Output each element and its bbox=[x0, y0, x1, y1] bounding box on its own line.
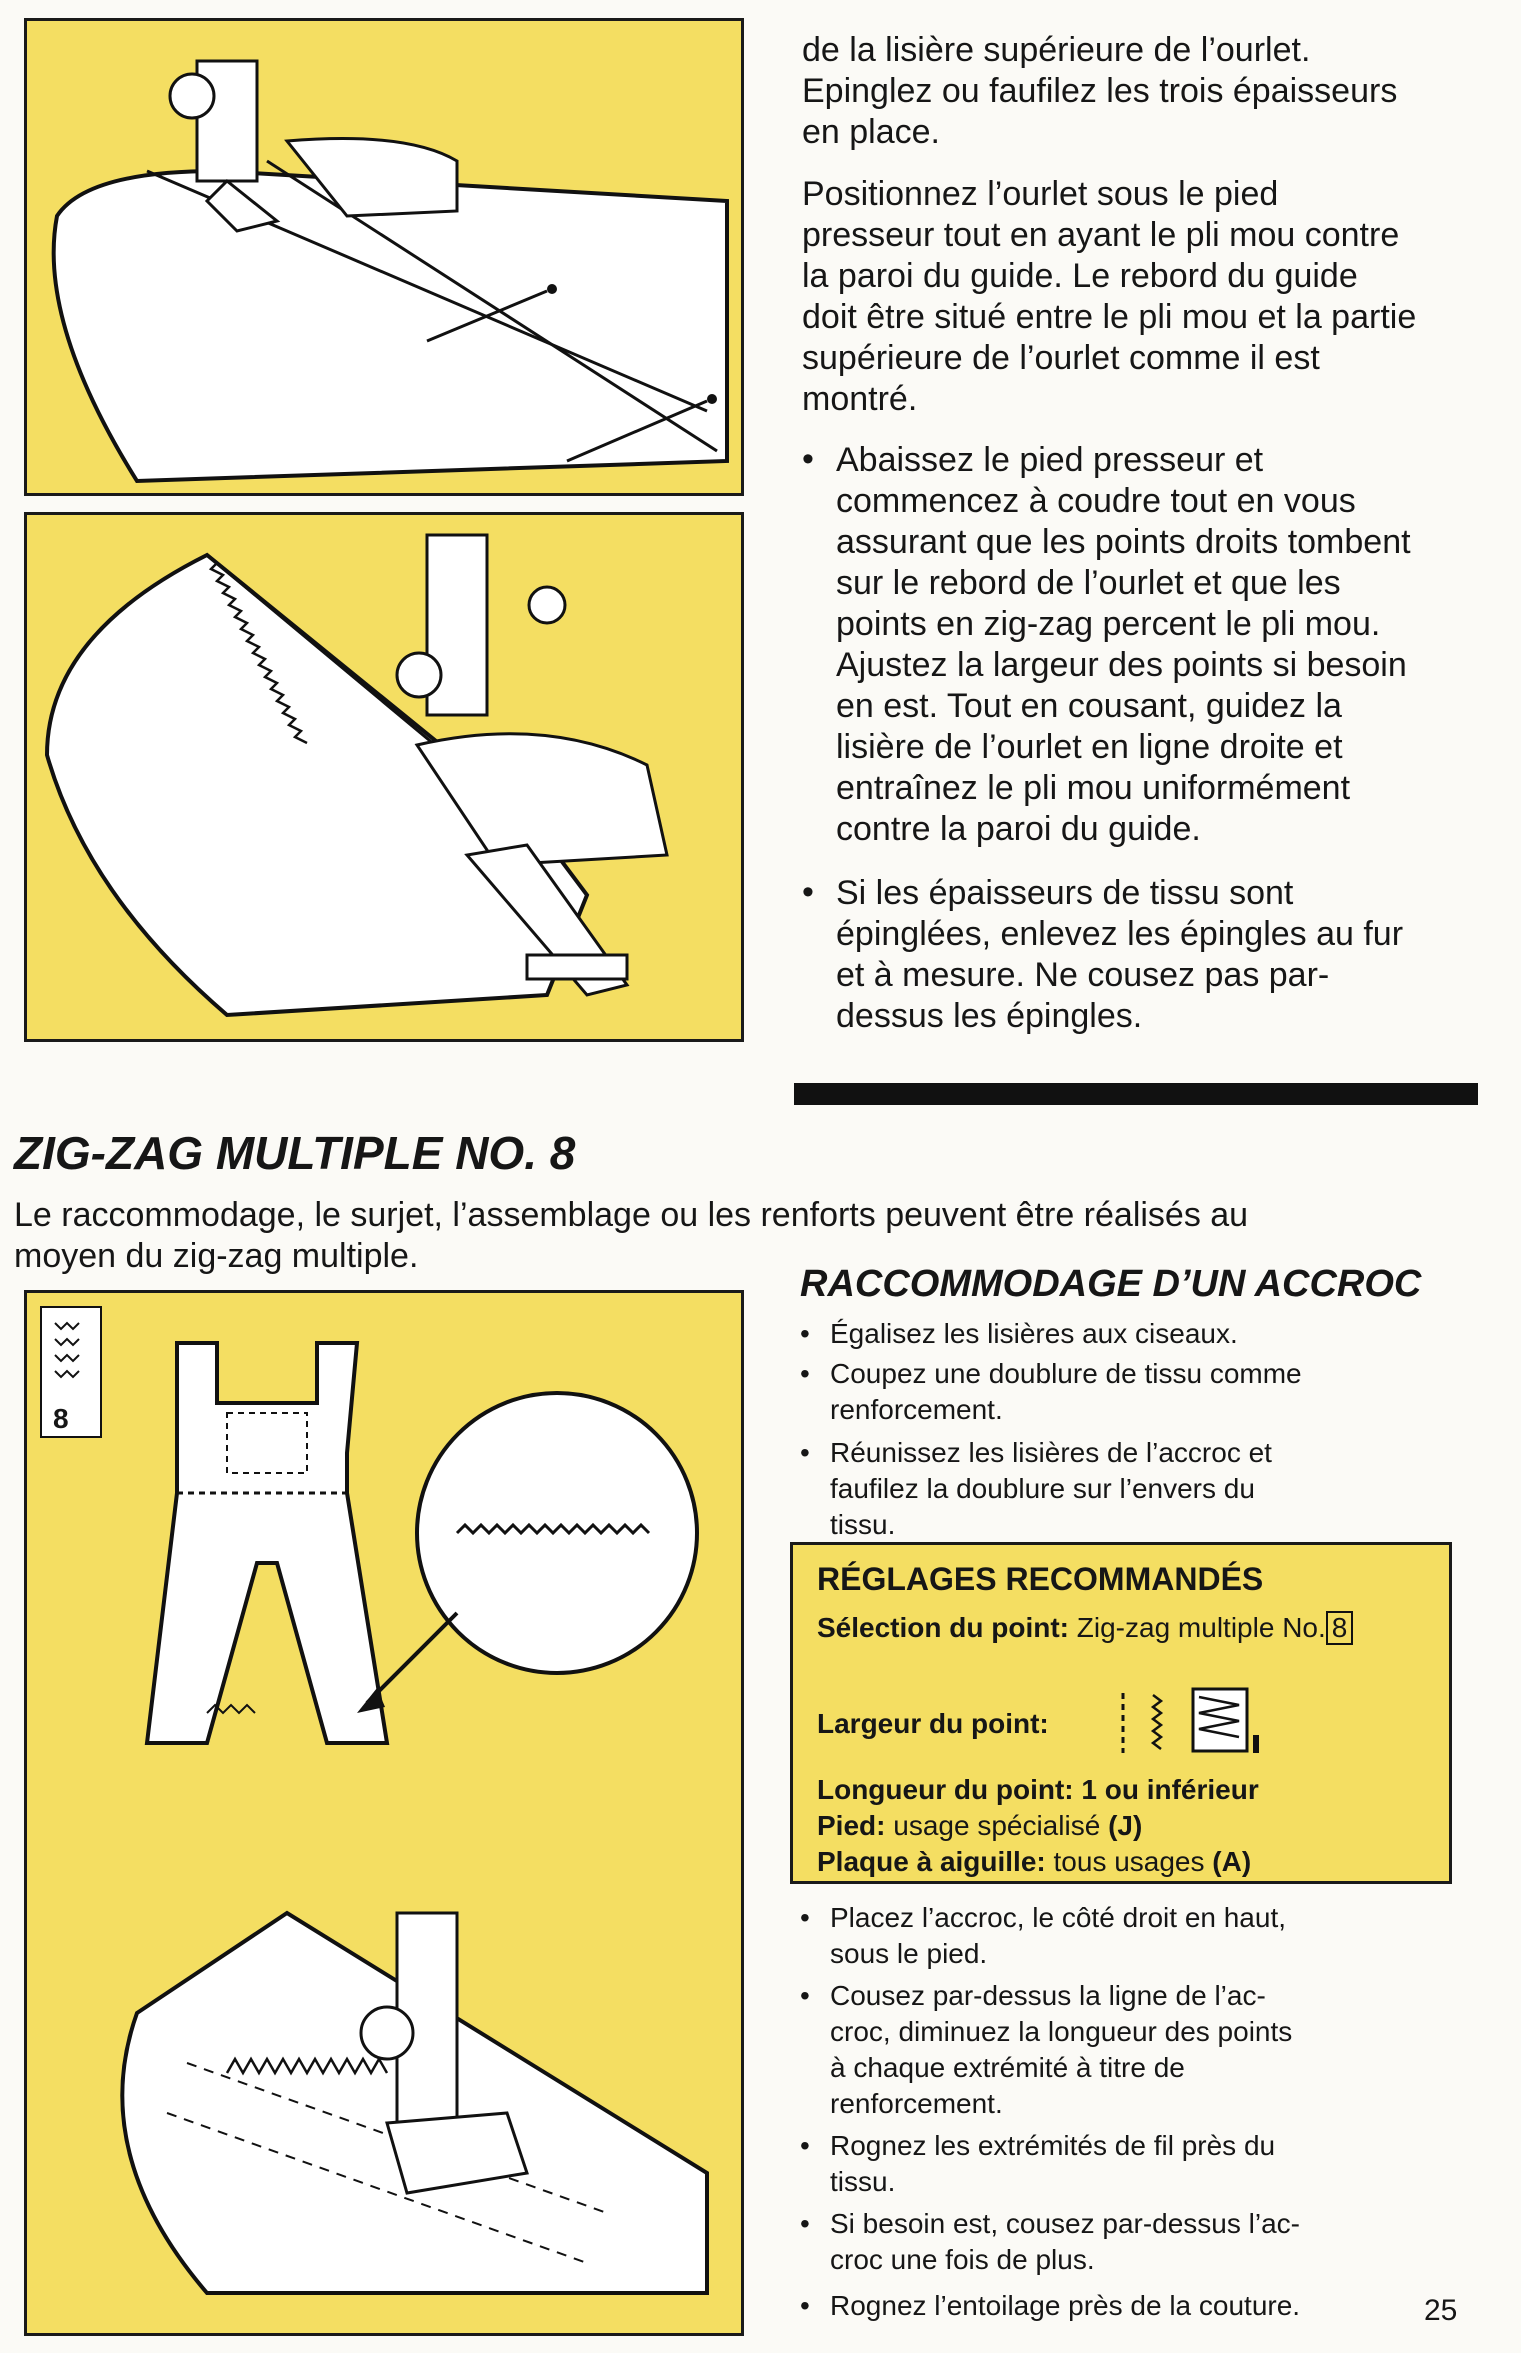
text-line: Cousez par-dessus la ligne de l’ac- bbox=[830, 1980, 1266, 2011]
settings-number: 8 bbox=[1326, 1611, 1354, 1645]
text-line: doit être situé entre le pli mou et la partie bbox=[802, 298, 1417, 336]
bullet-icon: • bbox=[800, 2290, 810, 2321]
settings-width-label: Largeur du point: bbox=[817, 1708, 1049, 1739]
hem-guide-drawing bbox=[27, 21, 741, 493]
text-line: Ajustez la largeur des points si besoin bbox=[836, 646, 1407, 684]
text-line: Placez l’accroc, le côté droit en haut, bbox=[830, 1902, 1287, 1933]
text-line: supérieure de l’ourlet comme il est bbox=[802, 339, 1320, 377]
text-line: Epinglez ou faufilez les trois épaisseurs bbox=[802, 72, 1398, 110]
settings-value: tous usages bbox=[1053, 1846, 1205, 1877]
text-line: Positionnez l’ourlet sous le pied bbox=[802, 175, 1279, 213]
text-line: entraînez le pli mou uniformément bbox=[836, 769, 1351, 807]
section-divider bbox=[794, 1083, 1478, 1105]
text-line: de la lisière supérieure de l’ourlet. bbox=[802, 31, 1311, 69]
text-line: en place. bbox=[802, 113, 940, 151]
settings-label: Plaque à aiguille: bbox=[817, 1846, 1046, 1877]
settings-title: RÉGLAGES RECOMMANDÉS bbox=[817, 1561, 1264, 1597]
text-line: presseur tout en ayant le pli mou contre bbox=[802, 216, 1400, 254]
settings-label: Pied: bbox=[817, 1810, 886, 1841]
text-line: montré. bbox=[802, 380, 918, 418]
settings-code: (J) bbox=[1108, 1810, 1143, 1841]
text-line: sous le pied. bbox=[830, 1938, 988, 1969]
text-line: la paroi du guide. Le rebord du guide bbox=[802, 257, 1358, 295]
text-line: croc une fois de plus. bbox=[830, 2244, 1095, 2275]
text-line: Rognez l’entoilage près de la couture. bbox=[830, 2290, 1301, 2321]
bullet-icon: • bbox=[800, 2208, 810, 2239]
text-line: tissu. bbox=[830, 1509, 896, 1540]
step-item bbox=[800, 1978, 1480, 2122]
settings-code: (A) bbox=[1212, 1846, 1252, 1877]
text-line: contre la paroi du guide. bbox=[836, 810, 1201, 848]
accroc-bullet bbox=[800, 1435, 1480, 1543]
text-line: et à mesure. Ne cousez pas par- bbox=[836, 956, 1330, 994]
text-line: dessus les épingles. bbox=[836, 997, 1143, 1035]
illustration-hem-guide bbox=[24, 18, 744, 496]
accroc-bullet bbox=[800, 1316, 1480, 1352]
bullet-icon: • bbox=[802, 440, 814, 478]
text-line: lisière de l’ourlet en ligne droite et bbox=[836, 728, 1343, 766]
text-line: points en zig-zag percent le pli mou. bbox=[836, 605, 1381, 643]
text-line: renforcement. bbox=[830, 2088, 1003, 2119]
stitch-badge-number: 8 bbox=[53, 1403, 69, 1434]
text-line: Abaissez le pied presseur et bbox=[836, 441, 1264, 479]
text-line: Coupez une doublure de tissu comme bbox=[830, 1358, 1302, 1389]
overalls-drawing bbox=[27, 1293, 741, 2333]
bullet-icon: • bbox=[800, 1437, 810, 1468]
bullet-icon: • bbox=[800, 1318, 810, 1349]
settings-value: Zig-zag multiple No. bbox=[1076, 1612, 1326, 1643]
settings-length: Longueur du point: 1 ou inférieur bbox=[817, 1774, 1259, 1805]
text-line: en est. Tout en cousant, guidez la bbox=[836, 687, 1342, 725]
text-line: épinglées, enlevez les épingles au fur bbox=[836, 915, 1404, 953]
paragraph-hem-edge bbox=[802, 30, 1502, 153]
bullet-icon: • bbox=[800, 1980, 810, 2011]
settings-selection bbox=[817, 1611, 1353, 1645]
settings-label: Sélection du point: bbox=[817, 1612, 1069, 1643]
bullet-icon: • bbox=[800, 2130, 810, 2161]
illustration-hem-sewing bbox=[24, 512, 744, 1042]
bullet-lower-foot bbox=[800, 440, 1521, 850]
text-line: tissu. bbox=[830, 2166, 896, 2197]
text-line: Rognez les extrémités de fil près du bbox=[830, 2130, 1276, 2161]
settings-foot bbox=[817, 1809, 1142, 1843]
text-line: Égalisez les lisières aux ciseaux. bbox=[830, 1318, 1238, 1349]
text-line: renforcement. bbox=[830, 1394, 1003, 1425]
text-line: croc, diminuez la longueur des points bbox=[830, 2016, 1293, 2047]
step-item bbox=[800, 2128, 1480, 2200]
hem-sewing-drawing bbox=[27, 515, 741, 1039]
step-item bbox=[800, 1900, 1480, 1972]
settings-value: usage spécialisé bbox=[893, 1810, 1101, 1841]
stitch-width-icon bbox=[1113, 1683, 1273, 1763]
text-line: faufilez la doublure sur l’envers du bbox=[830, 1473, 1255, 1504]
text-line: Le raccommodage, le surjet, l’assemblage ou les renforts peuvent être réalisés au bbox=[14, 1196, 1249, 1234]
accroc-title: RACCOMMODAGE D’UN ACCROC bbox=[800, 1263, 1422, 1305]
page-number: 25 bbox=[1424, 2294, 1458, 2327]
settings-box bbox=[790, 1542, 1452, 1884]
text-line: commencez à coudre tout en vous bbox=[836, 482, 1356, 520]
step-item bbox=[800, 2288, 1430, 2324]
text-line: Réunissez les lisières de l’accroc et bbox=[830, 1437, 1272, 1468]
text-line: assurant que les points droits tombent bbox=[836, 523, 1411, 561]
illustration-overalls bbox=[24, 1290, 744, 2336]
bullet-icon: • bbox=[802, 873, 814, 911]
step-item bbox=[800, 2206, 1480, 2278]
text-line: sur le rebord de l’ourlet et que les bbox=[836, 564, 1341, 602]
text-line: Si besoin est, cousez par-dessus l’ac- bbox=[830, 2208, 1300, 2239]
section-title: ZIG-ZAG MULTIPLE NO. 8 bbox=[14, 1127, 576, 1179]
bullet-icon: • bbox=[800, 1902, 810, 1933]
text-line: moyen du zig-zag multiple. bbox=[14, 1237, 419, 1275]
bullet-icon: • bbox=[800, 1358, 810, 1389]
text-line: à chaque extrémité à titre de bbox=[830, 2052, 1185, 2083]
text-line: Si les épaisseurs de tissu sont bbox=[836, 874, 1294, 912]
settings-plate bbox=[817, 1845, 1251, 1879]
accroc-bullet bbox=[800, 1356, 1480, 1428]
bullet-pins bbox=[800, 873, 1521, 1037]
paragraph-position-hem bbox=[802, 174, 1502, 420]
